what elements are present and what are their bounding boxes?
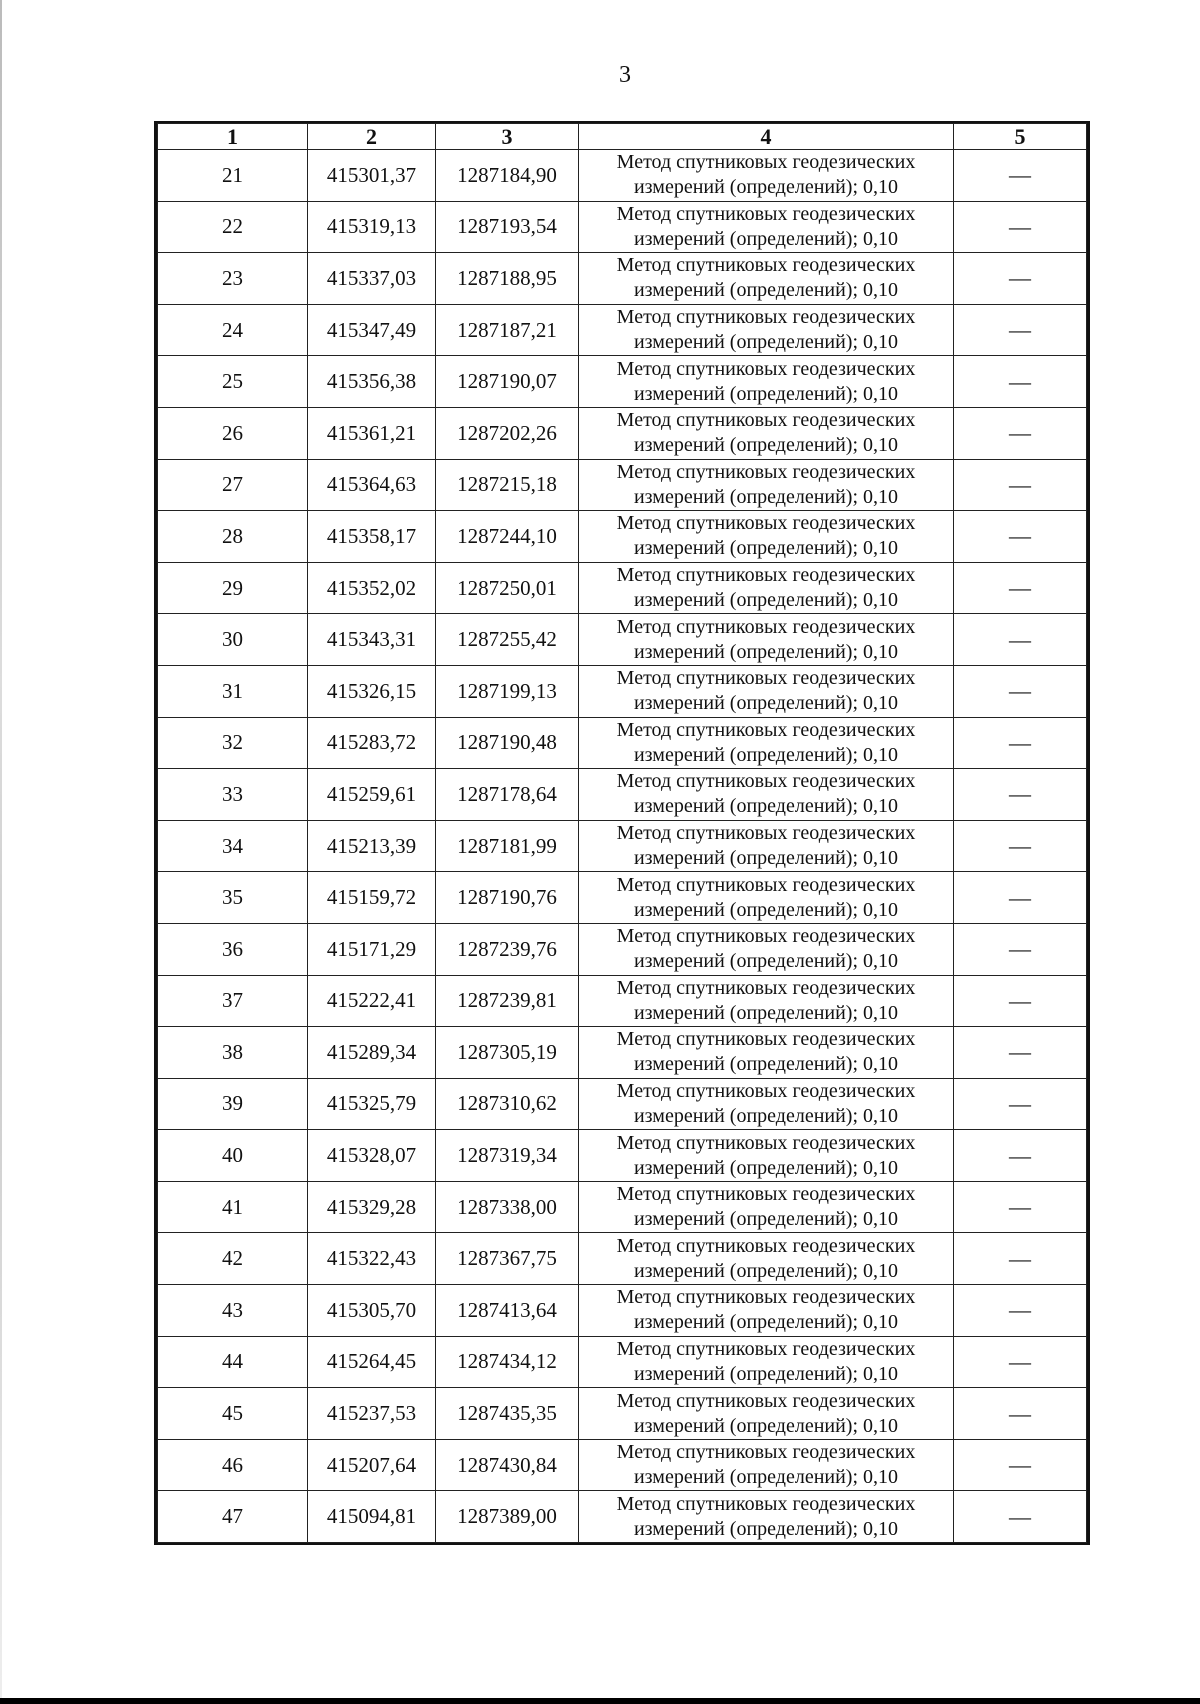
column-header-2: 2: [308, 124, 436, 150]
coordinate-y-cell: 1287190,48: [436, 717, 579, 769]
table-row: [158, 975, 1087, 1027]
coordinate-x-cell: 415094,81: [308, 1491, 436, 1543]
method-cell: [579, 150, 954, 202]
coordinate-x-cell: 415328,07: [308, 1130, 436, 1182]
point-number-cell: 31: [158, 665, 308, 717]
point-number-cell: 39: [158, 1078, 308, 1130]
method-line-2: измерений (определений); 0,10: [633, 589, 899, 612]
coordinate-x-cell: 415347,49: [308, 304, 436, 356]
point-number-cell: 30: [158, 614, 308, 666]
method-cell: [579, 1130, 954, 1182]
coordinate-x-cell: 415326,15: [308, 665, 436, 717]
method-line-1: Метод спутниковых геодезических: [616, 1286, 916, 1309]
description-cell: —: [954, 1181, 1087, 1233]
method-line-2: измерений (определений); 0,10: [633, 382, 899, 405]
description-cell: —: [954, 665, 1087, 717]
method-line-1: Метод спутниковых геодезических: [616, 409, 916, 432]
method-line-1: Метод спутниковых геодезических: [616, 873, 916, 896]
point-number-cell: 27: [158, 459, 308, 511]
table-row: [158, 1285, 1087, 1337]
table-row: [158, 1439, 1087, 1491]
description-cell: —: [954, 717, 1087, 769]
table-row: [158, 150, 1087, 202]
method-line-2: измерений (определений); 0,10: [633, 1259, 899, 1282]
page-number: 3: [619, 62, 631, 88]
method-line-1: Метод спутниковых геодезических: [616, 254, 916, 277]
method-line-1: Метод спутниковых геодезических: [616, 1028, 916, 1051]
coordinate-y-cell: 1287338,00: [436, 1181, 579, 1233]
coordinate-y-cell: 1287310,62: [436, 1078, 579, 1130]
method-line-2: измерений (определений); 0,10: [633, 743, 899, 766]
description-cell: —: [954, 304, 1087, 356]
coordinate-y-cell: 1287178,64: [436, 769, 579, 821]
point-number-cell: 23: [158, 253, 308, 305]
coordinate-y-cell: 1287239,81: [436, 975, 579, 1027]
description-cell: —: [954, 459, 1087, 511]
point-number-cell: 32: [158, 717, 308, 769]
method-line-2: измерений (определений); 0,10: [633, 898, 899, 921]
coordinate-y-cell: 1287413,64: [436, 1285, 579, 1337]
coordinate-x-cell: 415213,39: [308, 820, 436, 872]
table-row: [158, 1130, 1087, 1182]
description-cell: —: [954, 1491, 1087, 1543]
description-cell: —: [954, 923, 1087, 975]
table-row: [158, 1233, 1087, 1285]
method-line-1: Метод спутниковых геодезических: [616, 1337, 916, 1360]
coordinate-x-cell: 415361,21: [308, 407, 436, 459]
table-row: [158, 356, 1087, 408]
point-number-cell: 46: [158, 1439, 308, 1491]
method-cell: [579, 717, 954, 769]
description-cell: —: [954, 1285, 1087, 1337]
coordinate-x-cell: 415358,17: [308, 511, 436, 563]
method-line-2: измерений (определений); 0,10: [633, 227, 899, 250]
method-line-1: Метод спутниковых геодезических: [616, 151, 916, 174]
column-header-1: 1: [158, 124, 308, 150]
point-number-cell: 35: [158, 872, 308, 924]
coordinate-y-cell: 1287193,54: [436, 201, 579, 253]
method-line-2: измерений (определений); 0,10: [633, 1001, 899, 1024]
coordinate-x-cell: 415237,53: [308, 1388, 436, 1440]
method-line-1: Метод спутниковых геодезических: [616, 357, 916, 380]
method-line-2: измерений (определений); 0,10: [633, 1104, 899, 1127]
description-cell: —: [954, 407, 1087, 459]
point-number-cell: 40: [158, 1130, 308, 1182]
description-cell: —: [954, 614, 1087, 666]
point-number-cell: 36: [158, 923, 308, 975]
method-cell: [579, 1078, 954, 1130]
method-line-2: измерений (определений); 0,10: [633, 537, 899, 560]
table-row: [158, 1078, 1087, 1130]
method-line-2: измерений (определений); 0,10: [633, 950, 899, 973]
method-cell: [579, 253, 954, 305]
coordinates-table: [154, 121, 1090, 1545]
coordinate-y-cell: 1287250,01: [436, 562, 579, 614]
point-number-cell: 34: [158, 820, 308, 872]
method-line-2: измерений (определений); 0,10: [633, 1466, 899, 1489]
method-line-1: Метод спутниковых геодезических: [616, 1234, 916, 1257]
coordinate-x-cell: 415343,31: [308, 614, 436, 666]
coordinate-x-cell: 415264,45: [308, 1336, 436, 1388]
coordinate-x-cell: 415352,02: [308, 562, 436, 614]
coordinate-x-cell: 415289,34: [308, 1027, 436, 1079]
method-cell: [579, 1027, 954, 1079]
coordinate-y-cell: 1287255,42: [436, 614, 579, 666]
scan-bottom-edge: [0, 1698, 1200, 1704]
table-row: [158, 769, 1087, 821]
method-cell: [579, 511, 954, 563]
description-cell: —: [954, 872, 1087, 924]
coordinate-x-cell: 415329,28: [308, 1181, 436, 1233]
method-line-1: Метод спутниковых геодезических: [616, 564, 916, 587]
method-cell: [579, 665, 954, 717]
coordinate-y-cell: 1287305,19: [436, 1027, 579, 1079]
coordinate-y-cell: 1287184,90: [436, 150, 579, 202]
coordinate-x-cell: 415283,72: [308, 717, 436, 769]
point-number-cell: 33: [158, 769, 308, 821]
point-number-cell: 41: [158, 1181, 308, 1233]
table-row: [158, 1336, 1087, 1388]
description-cell: —: [954, 1078, 1087, 1130]
point-number-cell: 24: [158, 304, 308, 356]
method-line-2: измерений (определений); 0,10: [633, 847, 899, 870]
description-cell: —: [954, 253, 1087, 305]
description-cell: —: [954, 1388, 1087, 1440]
table-row: [158, 923, 1087, 975]
table-row: [158, 562, 1087, 614]
method-line-2: измерений (определений); 0,10: [633, 1156, 899, 1179]
method-cell: [579, 614, 954, 666]
method-line-1: Метод спутниковых геодезических: [616, 615, 916, 638]
method-cell: [579, 459, 954, 511]
method-line-1: Метод спутниковых геодезических: [616, 460, 916, 483]
point-number-cell: 42: [158, 1233, 308, 1285]
method-cell: [579, 356, 954, 408]
method-cell: [579, 1181, 954, 1233]
coordinate-x-cell: 415171,29: [308, 923, 436, 975]
point-number-cell: 38: [158, 1027, 308, 1079]
method-cell: [579, 304, 954, 356]
method-line-1: Метод спутниковых геодезических: [616, 1492, 916, 1515]
method-cell: [579, 975, 954, 1027]
description-cell: —: [954, 562, 1087, 614]
point-number-cell: 43: [158, 1285, 308, 1337]
method-line-2: измерений (определений); 0,10: [633, 640, 899, 663]
coordinate-x-cell: 415159,72: [308, 872, 436, 924]
method-cell: [579, 1388, 954, 1440]
point-number-cell: 28: [158, 511, 308, 563]
method-cell: [579, 562, 954, 614]
point-number-cell: 26: [158, 407, 308, 459]
coordinate-y-cell: 1287430,84: [436, 1439, 579, 1491]
coordinate-x-cell: 415301,37: [308, 150, 436, 202]
table-row: [158, 1181, 1087, 1233]
coordinate-y-cell: 1287181,99: [436, 820, 579, 872]
method-line-1: Метод спутниковых геодезических: [616, 512, 916, 535]
method-line-2: измерений (определений); 0,10: [633, 1414, 899, 1437]
table-row: [158, 820, 1087, 872]
method-line-1: Метод спутниковых геодезических: [616, 822, 916, 845]
method-line-2: измерений (определений); 0,10: [633, 331, 899, 354]
method-line-2: измерений (определений); 0,10: [633, 1053, 899, 1076]
method-line-1: Метод спутниковых геодезических: [616, 770, 916, 793]
table-row: [158, 511, 1087, 563]
method-line-1: Метод спутниковых геодезических: [616, 202, 916, 225]
method-cell: [579, 872, 954, 924]
description-cell: —: [954, 1439, 1087, 1491]
description-cell: —: [954, 820, 1087, 872]
method-line-2: измерений (определений); 0,10: [633, 795, 899, 818]
method-line-1: Метод спутниковых геодезических: [616, 925, 916, 948]
table-row: [158, 717, 1087, 769]
coordinate-x-cell: 415337,03: [308, 253, 436, 305]
method-line-2: измерений (определений); 0,10: [633, 692, 899, 715]
column-header-4: 4: [579, 124, 954, 150]
method-line-1: Метод спутниковых геодезических: [616, 1441, 916, 1464]
description-cell: —: [954, 1130, 1087, 1182]
coordinate-y-cell: 1287199,13: [436, 665, 579, 717]
method-line-1: Метод спутниковых геодезических: [616, 976, 916, 999]
description-cell: —: [954, 1336, 1087, 1388]
method-cell: [579, 1285, 954, 1337]
coordinate-y-cell: 1287244,10: [436, 511, 579, 563]
column-header-3: 3: [436, 124, 579, 150]
table-row: [158, 1027, 1087, 1079]
description-cell: —: [954, 201, 1087, 253]
method-line-1: Метод спутниковых геодезических: [616, 1183, 916, 1206]
table-row: [158, 459, 1087, 511]
method-line-1: Метод спутниковых геодезических: [616, 718, 916, 741]
table-row: [158, 407, 1087, 459]
point-number-cell: 47: [158, 1491, 308, 1543]
page-edge-shadow: [0, 0, 2, 1704]
table-row: [158, 201, 1087, 253]
method-line-1: Метод спутниковых геодезических: [616, 306, 916, 329]
coordinate-x-cell: 415319,13: [308, 201, 436, 253]
description-cell: —: [954, 150, 1087, 202]
method-cell: [579, 407, 954, 459]
table-row: [158, 665, 1087, 717]
coordinate-x-cell: 415356,38: [308, 356, 436, 408]
coordinate-y-cell: 1287434,12: [436, 1336, 579, 1388]
coordinate-y-cell: 1287435,35: [436, 1388, 579, 1440]
table-row: [158, 304, 1087, 356]
coordinate-y-cell: 1287202,26: [436, 407, 579, 459]
coordinate-y-cell: 1287319,34: [436, 1130, 579, 1182]
description-cell: —: [954, 769, 1087, 821]
coordinate-y-cell: 1287367,75: [436, 1233, 579, 1285]
method-line-2: измерений (определений); 0,10: [633, 485, 899, 508]
point-number-cell: 25: [158, 356, 308, 408]
point-number-cell: 22: [158, 201, 308, 253]
coordinate-y-cell: 1287215,18: [436, 459, 579, 511]
method-line-2: измерений (определений); 0,10: [633, 1517, 899, 1540]
coordinate-y-cell: 1287239,76: [436, 923, 579, 975]
method-line-2: измерений (определений); 0,10: [633, 176, 899, 199]
coordinate-y-cell: 1287188,95: [436, 253, 579, 305]
method-cell: [579, 769, 954, 821]
description-cell: —: [954, 975, 1087, 1027]
table-header-row: [158, 124, 1087, 150]
method-cell: [579, 1336, 954, 1388]
table-row: [158, 872, 1087, 924]
method-line-1: Метод спутниковых геодезических: [616, 1389, 916, 1412]
coordinate-x-cell: 415207,64: [308, 1439, 436, 1491]
coordinate-x-cell: 415222,41: [308, 975, 436, 1027]
point-number-cell: 44: [158, 1336, 308, 1388]
point-number-cell: 29: [158, 562, 308, 614]
coordinate-x-cell: 415364,63: [308, 459, 436, 511]
point-number-cell: 37: [158, 975, 308, 1027]
coordinate-x-cell: 415325,79: [308, 1078, 436, 1130]
table-row: [158, 1388, 1087, 1440]
method-cell: [579, 201, 954, 253]
method-line-1: Метод спутниковых геодезических: [616, 1079, 916, 1102]
method-line-2: измерений (определений); 0,10: [633, 279, 899, 302]
coordinate-x-cell: 415259,61: [308, 769, 436, 821]
method-cell: [579, 1491, 954, 1543]
method-line-2: измерений (определений); 0,10: [633, 1311, 899, 1334]
table-row: [158, 614, 1087, 666]
method-cell: [579, 820, 954, 872]
description-cell: —: [954, 1233, 1087, 1285]
method-cell: [579, 1439, 954, 1491]
coordinate-y-cell: 1287187,21: [436, 304, 579, 356]
description-cell: —: [954, 511, 1087, 563]
coordinate-y-cell: 1287190,76: [436, 872, 579, 924]
point-number-cell: 45: [158, 1388, 308, 1440]
coordinate-y-cell: 1287389,00: [436, 1491, 579, 1543]
coordinate-y-cell: 1287190,07: [436, 356, 579, 408]
table-row: [158, 253, 1087, 305]
method-line-1: Метод спутниковых геодезических: [616, 1131, 916, 1154]
method-line-2: измерений (определений); 0,10: [633, 434, 899, 457]
method-cell: [579, 1233, 954, 1285]
point-number-cell: 21: [158, 150, 308, 202]
coordinate-x-cell: 415322,43: [308, 1233, 436, 1285]
method-cell: [579, 923, 954, 975]
method-line-2: измерений (определений); 0,10: [633, 1208, 899, 1231]
description-cell: —: [954, 356, 1087, 408]
column-header-5: 5: [954, 124, 1087, 150]
method-line-1: Метод спутниковых геодезических: [616, 667, 916, 690]
description-cell: —: [954, 1027, 1087, 1079]
table-row: [158, 1491, 1087, 1543]
coordinate-x-cell: 415305,70: [308, 1285, 436, 1337]
method-line-2: измерений (определений); 0,10: [633, 1362, 899, 1385]
